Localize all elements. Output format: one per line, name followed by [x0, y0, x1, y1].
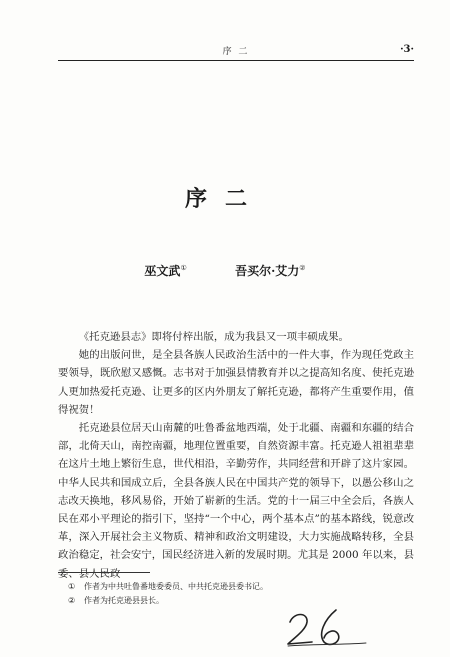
footnote-text: 作者为托克逊县县长。: [84, 596, 164, 605]
footnotes: [68, 580, 414, 608]
footnote-ref-1: ①: [180, 264, 187, 272]
paragraph: 托克逊县位居天山南麓的吐鲁番盆地西端，处于北疆、南疆和东疆的结合部，北倚天山，南控南疆，地理位置重要，自然资源丰富。托克逊人祖祖辈辈在这片土地上繁衍生息，世代相沿，辛勤劳作，共同经营和开辟了这片家园。中华人民共和国成立后，全县各族人民在中国共产党的领导下，以愚公移山之志改天换地，移风易俗，开始了崭新的生活。党的十一届三中全会后，各族人民在邓小平理论的指引下，坚持“一个中心，两个基本点”的基本路线，锐意改革，深入开展社会主义物质、精神和政治文明建设，大力实施战略转移，全县政治稳定，社会安宁，国民经济进入新的发展时期。尤其是 2000 年以来，县委、县人民政: [58, 422, 414, 580]
running-head-title: 序 二: [222, 47, 250, 57]
paragraph: 她的出版问世，是全县各族人民政治生活中的一件大事，作为现任党政主要领导，既欣慰又感慨。志书对于加强县情教育并以之提高知名度、使托克逊人更加热爱托克逊、让更多的区内外朋友了解托克逊，都将产生重要作用，值得祝贺！: [58, 349, 414, 416]
body-text: [58, 328, 414, 583]
footnote-text: 作者为中共吐鲁番地委委员、中共托克逊县委书记。: [84, 582, 268, 591]
paragraph: 《托克逊县志》即将付梓出版，成为我县又一项丰硕成果。: [78, 331, 349, 343]
chapter-title: 序二: [184, 186, 265, 212]
footnote-mark: ①: [68, 582, 76, 591]
footnote-mark: ②: [68, 596, 76, 605]
author-name-1: 巫文武: [144, 264, 181, 278]
page-number: ·3·: [400, 44, 414, 55]
footnote-ref-2: ②: [299, 264, 306, 272]
author-line: [0, 262, 450, 279]
header-rule: [58, 60, 414, 61]
handwritten-number: [280, 606, 370, 648]
footnote-rule: [58, 572, 150, 573]
running-head: [58, 44, 414, 58]
author-name-2: 吾买尔·艾力: [235, 264, 300, 278]
footnote-1: [68, 580, 414, 594]
